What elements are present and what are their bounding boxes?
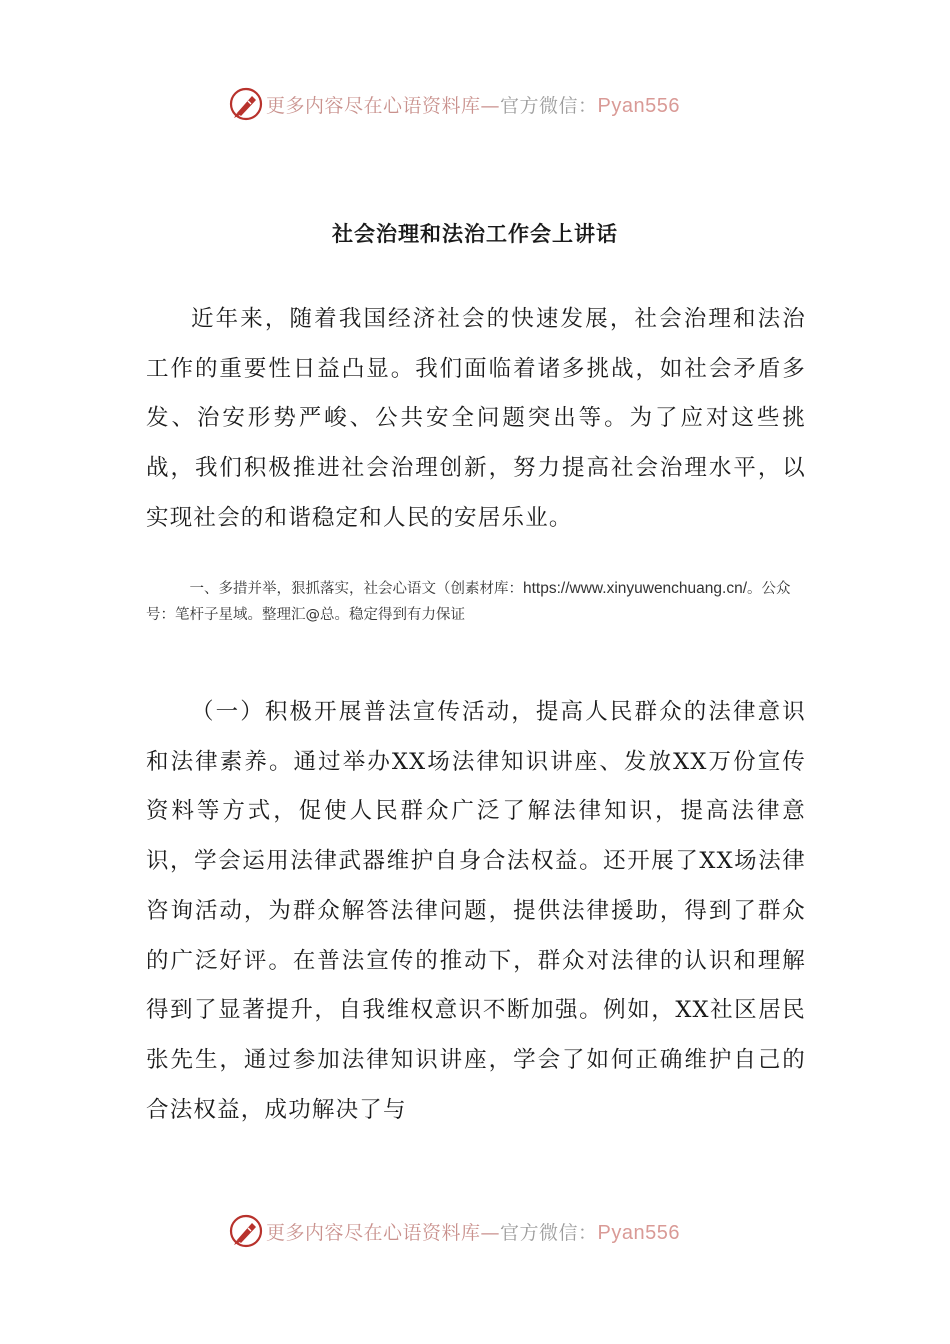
note-suffix: 。公众号：笔杆子星域。整理汇@总。稳定得到有力保证 — [146, 581, 791, 623]
source-note — [146, 576, 806, 628]
note-url-part1: https:// — [523, 580, 570, 597]
paragraph-section-1: （一）积极开展普法宣传活动，提高人民群众的法律意识和法律素养。通过举办XX场法律知识讲座、发放XX万份宣传资料等方式，促使人民群众广泛了解法律知识，提高法律意识，学会运用法律武器维护自身合法权益。还开展了XX场法律咨询活动，为群众解答法律问题，提供法律援助，得到了群众的广泛好评。在普法宣传的推动下，群众对法律的认识和理解得到了显著提升，自我维权意识不断加强。例如，XX社区居民张先生，通过参加法律知识讲座，学会了如何正确维护自己的合法权益，成功解决了与 — [146, 699, 806, 1123]
banner-wechat-id: Pyan556 — [597, 1221, 680, 1244]
note-prefix: 一、多措并举，狠抓落实，社会心语文（创素材库： — [189, 581, 523, 597]
note-url-part2: www.xinyuwenchuang.cn/ — [569, 580, 748, 597]
paragraph-intro: 近年来，随着我国经济社会的快速发展，社会治理和法治工作的重要性日益凸显。我们面临着诸多挑战，如社会矛盾多发、治安形势严峻、公共安全问题突出等。为了应对这些挑战，我们积极推进社会治理创新，努力提高社会治理水平，以实现社会的和谐稳定和人民的安居乐业。 — [146, 306, 806, 531]
banner-dash: — — [480, 1221, 501, 1244]
banner-text: 更多内容尽在心语资料库 — [266, 94, 481, 117]
banner-wechat-label: 官方微信： — [500, 94, 598, 117]
header-banner — [0, 84, 950, 124]
page-title: 社会治理和法治工作会上讲话 — [332, 222, 618, 246]
banner-text: 更多内容尽在心语资料库 — [266, 1221, 481, 1244]
footer-banner — [0, 1211, 950, 1251]
banner-wechat-id: Pyan556 — [597, 94, 680, 117]
pen-nib-circle-icon — [228, 1213, 264, 1249]
banner-wechat-label: 官方微信： — [500, 1221, 598, 1244]
banner-dash: — — [480, 94, 501, 117]
pen-nib-circle-icon — [228, 86, 264, 122]
